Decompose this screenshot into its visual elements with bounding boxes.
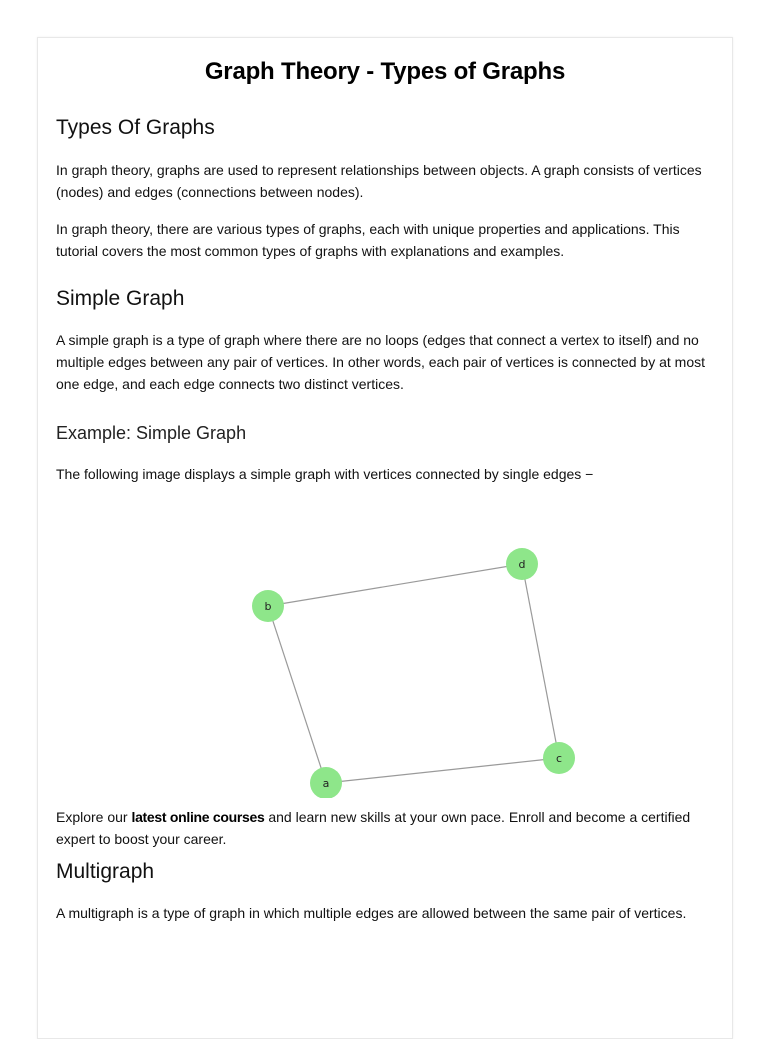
heading-multigraph: Multigraph [56, 860, 155, 883]
graph-node-label-c: c [555, 752, 563, 765]
page-title: Graph Theory - Types of Graphs [204, 58, 566, 85]
simple-graph-figure [196, 498, 576, 798]
types-overview-paragraph: In graph theory, there are various types of graphs, each with unique properties and applications. This tutorial covers the most common types of graphs with explanations and examples. [56, 221, 680, 259]
graph-edge-b-d [268, 564, 522, 606]
graph-edge-a-b [268, 606, 326, 783]
multigraph-paragraph: A multigraph is a type of graph in which multiple edges are allowed between the same pair of vertices. [56, 905, 687, 921]
heading-types-of-graphs: Types Of Graphs [56, 116, 215, 139]
latest-courses-link[interactable]: latest online courses [131, 809, 265, 825]
article-card [37, 37, 733, 1039]
graph-edge-c-a [326, 758, 559, 783]
promo-paragraph [56, 806, 721, 850]
graph-edge-d-c [522, 564, 559, 758]
heading-example-simple-graph: Example: Simple Graph [56, 423, 247, 443]
heading-simple-graph: Simple Graph [56, 287, 185, 310]
promo-text-before: Explore our [56, 809, 132, 825]
promo-text-after: and learn new skills at your own pace. Enroll and become a certified expert to boost your career. [56, 809, 691, 847]
graph-node-label-a: a [322, 777, 330, 790]
example-paragraph: The following image displays a simple graph with vertices connected by single edges − [56, 466, 594, 482]
graph-node-label-d: d [518, 558, 526, 571]
simple-graph-paragraph: A simple graph is a type of graph where there are no loops (edges that connect a vertex to itself) and no multiple edges between any pair of vertices. In other words, each pair of vertices is connected by at most one edge, and each edge connects two distinct vertices. [56, 332, 705, 392]
graph-node-label-b: b [264, 600, 272, 613]
simple-graph-svg [196, 498, 576, 798]
types-intro-paragraph: In graph theory, graphs are used to represent relationships between objects. A graph consists of vertices (nodes) and edges (connections between nodes). [56, 162, 702, 200]
